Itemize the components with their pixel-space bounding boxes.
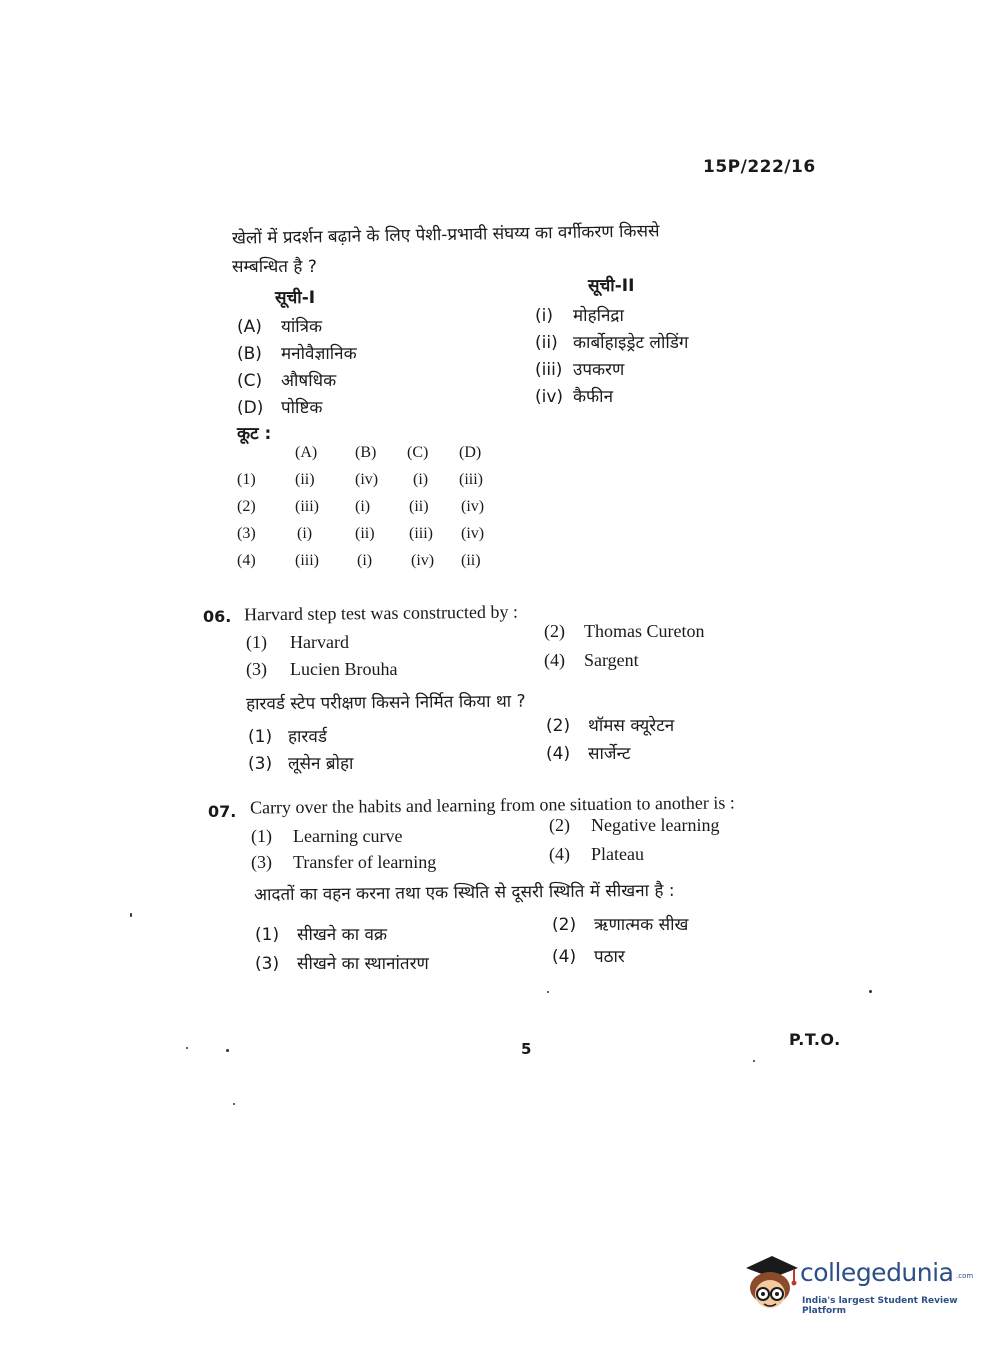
list1-item-b: (B) मनोवैज्ञानिक <box>237 344 357 364</box>
q06-option-hi-1: (1) हारवर्ड <box>248 727 327 747</box>
q06-option-hi-2: (2) थॉमस क्यूरेटन <box>546 716 675 736</box>
q06-question-hi: हारवर्ड स्टेप परीक्षण किसने निर्मित किया था ? <box>245 691 526 715</box>
q06-option-hi-4: (4) सार्जेन्ट <box>546 744 631 764</box>
q07-question-hi: आदतों का वहन करना तथा एक स्थिति से दूसरी स्थिति में सीखना है : <box>253 880 675 906</box>
q06-option-hi-3: (3) लूसेन ब्रोहा <box>248 754 354 774</box>
logo-wordmark: collegedunia <box>800 1258 954 1287</box>
scan-speck <box>753 1060 755 1062</box>
q07-number: 07. <box>208 802 237 821</box>
q07-option-en-2: (2) Negative learning <box>549 815 720 835</box>
list1-title: सूची-I <box>275 288 316 308</box>
logo-tagline: India's largest Student Review Platform <box>802 1296 958 1316</box>
q07-option-hi-3: (3) सीखने का स्थानांतरण <box>255 954 429 974</box>
q07-option-hi-2: (2) ऋणात्मक सीख <box>552 915 689 935</box>
q06-option-en-4: (4) Sargent <box>544 650 639 670</box>
q06-number: 06. <box>203 607 232 626</box>
codes-label: कूट : <box>237 424 272 444</box>
paper-code: 15P/222/16 <box>703 157 816 177</box>
q07-question-en: Carry over the habits and learning from one situation to another is : <box>249 792 735 818</box>
list1-item-a: (A) यांत्रिक <box>237 317 323 337</box>
mascot-icon <box>742 1252 800 1314</box>
list2-title: सूची-II <box>588 276 635 296</box>
page-number: 5 <box>521 1040 532 1058</box>
scan-speck <box>233 1103 235 1105</box>
q06-option-en-3: (3) Lucien Brouha <box>246 659 398 679</box>
list1-item-c: (C) औषधिक <box>237 371 337 391</box>
q07-option-en-4: (4) Plateau <box>549 844 644 864</box>
q05-question-line2: सम्बन्धित है ? <box>232 257 317 277</box>
list1-item-d: (D) पोष्टिक <box>237 398 323 418</box>
list2-item-i: (i) मोहनिद्रा <box>535 306 624 326</box>
scan-speck <box>226 1049 229 1052</box>
q07-option-en-1: (1) Learning curve <box>251 826 403 846</box>
list2-item-ii: (ii) कार्बोहाइड्रेट लोडिंग <box>535 333 689 353</box>
q06-option-en-1: (1) Harvard <box>246 632 349 652</box>
q06-option-en-2: (2) Thomas Cureton <box>544 621 705 641</box>
collegedunia-logo <box>742 1252 972 1314</box>
q07-option-en-3: (3) Transfer of learning <box>251 852 437 872</box>
scan-speck <box>186 1047 188 1049</box>
scan-speck <box>547 991 549 993</box>
list2-item-iii: (iii) उपकरण <box>535 360 625 380</box>
list2-item-iv: (iv) कैफीन <box>535 387 614 407</box>
scan-speck <box>869 990 872 993</box>
q07-option-hi-4: (4) पठार <box>552 947 625 967</box>
logo-com: .com <box>956 1272 974 1280</box>
q05-question-line1: खेलों में प्रदर्शन बढ़ाने के लिए पेशी-प्रभावी संघय्य का वर्गीकरण किससे <box>231 221 660 249</box>
scan-speck <box>130 913 132 917</box>
q07-option-hi-1: (1) सीखने का वक्र <box>255 925 388 945</box>
q06-question-en: Harvard step test was constructed by : <box>243 601 519 625</box>
pto-label: P.T.O. <box>789 1030 841 1049</box>
